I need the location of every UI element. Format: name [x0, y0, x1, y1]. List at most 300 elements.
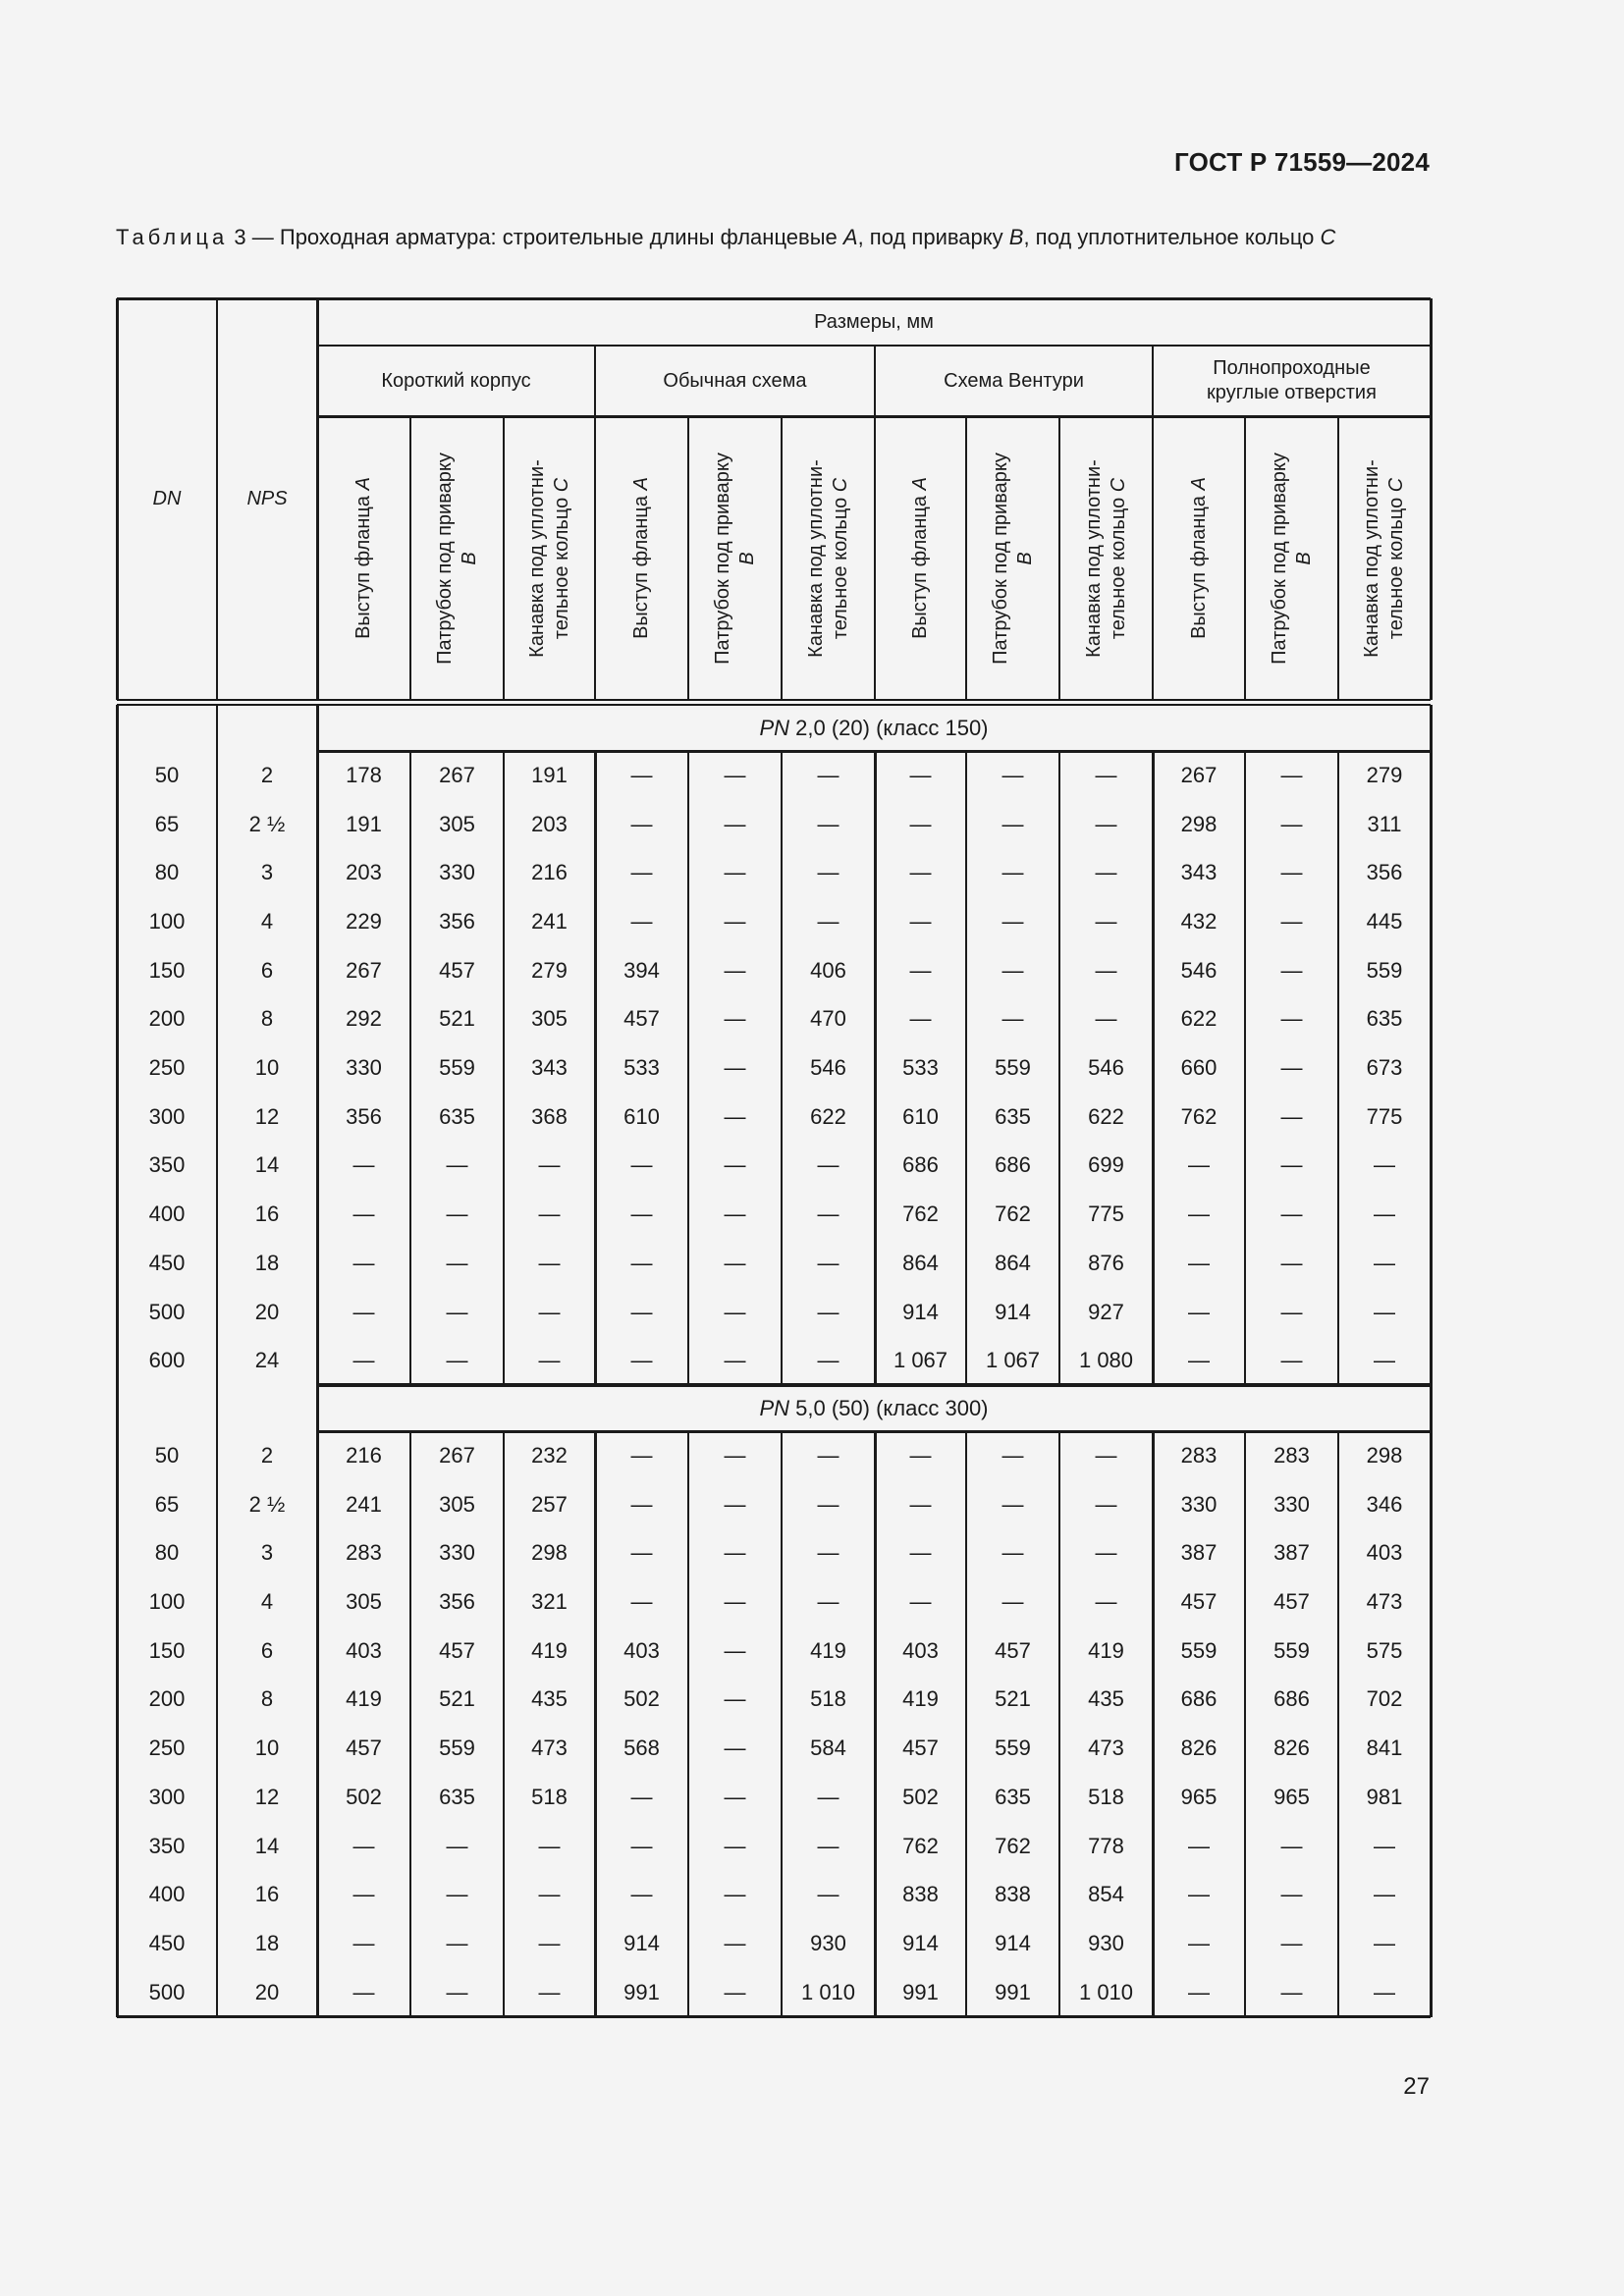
table-cell: 610 — [902, 1103, 939, 1129]
table-cell: — — [1374, 1152, 1395, 1178]
table-cell: 298 — [531, 1540, 568, 1566]
table-cell: — — [724, 1348, 746, 1373]
table-cell: — — [1374, 1833, 1395, 1858]
dimensions-header: Размеры, мм — [814, 310, 934, 333]
table-cell: — — [1188, 1201, 1210, 1227]
table-cell: — — [909, 1491, 932, 1517]
table-cell: 502 — [623, 1686, 660, 1712]
subcolumn-header-text — [989, 453, 1038, 665]
table-cell: 930 — [810, 1930, 846, 1955]
table-cell: — — [1188, 1348, 1210, 1373]
table-cell: — — [724, 1637, 746, 1663]
table-cell: — — [724, 1299, 746, 1324]
table-cell: — — [446, 1833, 468, 1858]
cell-dn: 150 — [148, 1637, 186, 1663]
table-rule-v — [316, 705, 319, 2017]
table-cell: — — [817, 1833, 839, 1858]
subcolumn-header — [688, 416, 782, 700]
table-cell: — — [630, 1348, 653, 1373]
table-cell: 699 — [1088, 1152, 1124, 1178]
table-cell: 403 — [346, 1637, 382, 1663]
cell-nps: 3 — [260, 860, 274, 885]
table-cell: 330 — [1180, 1491, 1218, 1517]
table-cell: 575 — [1366, 1637, 1403, 1663]
table-cell: — — [817, 1540, 839, 1566]
pressure-class-text: 5,0 (50) (класс 300) — [789, 1395, 989, 1420]
table-rule-v — [594, 751, 597, 1385]
table-rule-v — [216, 705, 219, 2017]
table-cell: 435 — [531, 1686, 568, 1712]
table-rule-v — [1337, 416, 1339, 700]
table-rule-v — [503, 1431, 505, 2016]
subcolumn-header — [966, 416, 1059, 700]
table-cell: — — [630, 1784, 653, 1809]
table-rule-v — [965, 751, 967, 1385]
table-cell: — — [1095, 762, 1117, 787]
table-cell: 622 — [1088, 1103, 1124, 1129]
table-rule-v — [1152, 751, 1155, 1385]
subcolumn-header-text — [1082, 459, 1131, 658]
table-cell: — — [1374, 1348, 1395, 1373]
subcolumn-header — [1059, 416, 1153, 700]
subcolumn-label: Выступ фланца — [909, 490, 932, 639]
table-rule-v — [409, 751, 411, 1385]
table-cell: — — [446, 1979, 468, 2004]
table-cell: — — [909, 908, 932, 934]
table-cell: — — [1280, 1250, 1303, 1275]
subcolumn-symbol: C — [1107, 477, 1129, 492]
table-cell: 305 — [346, 1589, 382, 1615]
table-cell: — — [1280, 1930, 1303, 1955]
table-cell: — — [630, 1201, 653, 1227]
table-cell: 279 — [1366, 762, 1403, 787]
table-cell: — — [446, 1152, 468, 1178]
caption-sym-b: B — [1008, 225, 1024, 249]
subcolumn-header-text — [433, 453, 482, 665]
table-cell: — — [538, 1201, 561, 1227]
table-cell: — — [630, 1442, 653, 1468]
table-cell: — — [538, 1348, 561, 1373]
table-cell: 457 — [439, 1637, 475, 1663]
table-cell: 343 — [1180, 860, 1218, 885]
table-cell: — — [817, 1299, 839, 1324]
table-cell: — — [724, 957, 746, 983]
table-cell: 518 — [1088, 1784, 1124, 1809]
pressure-class-header — [317, 705, 1431, 751]
table-rule-v — [687, 416, 689, 700]
table-cell: 568 — [623, 1735, 660, 1761]
table-rule-h — [117, 699, 1431, 701]
cell-nps: 8 — [260, 1006, 274, 1032]
table-cell: 473 — [1366, 1589, 1403, 1615]
cell-nps: 20 — [254, 1299, 280, 1324]
cell-nps: 18 — [254, 1250, 280, 1275]
table-cell: 533 — [623, 1055, 660, 1081]
table-cell: 356 — [1366, 860, 1403, 885]
cell-nps: 12 — [254, 1103, 280, 1129]
subcolumn-label: Патрубок под приварку — [989, 452, 1011, 665]
table-cell: 927 — [1088, 1299, 1124, 1324]
table-cell: 864 — [995, 1250, 1031, 1275]
table-cell: — — [817, 1442, 839, 1468]
table-cell: 914 — [902, 1299, 939, 1324]
table-cell: — — [1095, 811, 1117, 836]
table-rule-v — [1152, 346, 1155, 700]
table-cell: 546 — [810, 1055, 846, 1081]
table-cell: 1 067 — [985, 1348, 1041, 1373]
table-cell: 622 — [1180, 1006, 1218, 1032]
table-cell: 403 — [1366, 1540, 1403, 1566]
table-rule-v — [1430, 705, 1433, 2017]
table-cell: 876 — [1088, 1250, 1124, 1275]
table-cell: — — [446, 1930, 468, 1955]
subcolumn-label: Выступ фланца — [1187, 490, 1210, 639]
table-cell: 991 — [902, 1979, 939, 2004]
table-cell: — — [1280, 1055, 1303, 1081]
table-cell: 257 — [531, 1491, 568, 1517]
table-cell: — — [724, 1589, 746, 1615]
table-cell: — — [1280, 1201, 1303, 1227]
table-cell: 635 — [995, 1784, 1031, 1809]
table-cell: 305 — [439, 1491, 475, 1517]
cell-nps: 2 ½ — [248, 1491, 286, 1517]
table-cell: 406 — [810, 957, 846, 983]
table-cell: — — [724, 1686, 746, 1712]
table-cell: 762 — [902, 1201, 939, 1227]
table-cell: — — [1001, 1491, 1024, 1517]
pressure-prefix: PN — [759, 1395, 790, 1420]
table-cell: — — [817, 1152, 839, 1178]
table-cell: — — [630, 1833, 653, 1858]
table-cell: — — [817, 908, 839, 934]
table-cell: 559 — [1366, 957, 1403, 983]
table-cell: — — [1280, 762, 1303, 787]
table-cell: 864 — [902, 1250, 939, 1275]
table-cell: — — [352, 1201, 375, 1227]
cell-nps: 16 — [254, 1201, 280, 1227]
table-cell: — — [724, 1250, 746, 1275]
cell-dn: 400 — [148, 1201, 186, 1227]
table-cell: — — [538, 1979, 561, 2004]
cell-dn: 100 — [148, 1589, 186, 1615]
subcolumn-header — [782, 416, 875, 700]
subcolumn-symbol: B — [1292, 551, 1315, 565]
cell-dn: 300 — [148, 1103, 186, 1129]
table-cell: — — [1188, 1152, 1210, 1178]
table-cell: — — [630, 860, 653, 885]
table-cell: 502 — [346, 1784, 382, 1809]
subcolumn-label: Патрубок под приварку — [711, 452, 733, 665]
table-cell: 330 — [1273, 1491, 1310, 1517]
cell-nps: 14 — [254, 1152, 280, 1178]
subcolumn-symbol: C — [550, 477, 572, 492]
table-cell: 660 — [1180, 1055, 1218, 1081]
table-cell: 826 — [1273, 1735, 1310, 1761]
table-cell: — — [817, 762, 839, 787]
table-cell: — — [1188, 1250, 1210, 1275]
table-cell: 775 — [1088, 1201, 1124, 1227]
table-cell: — — [724, 1055, 746, 1081]
subcolumn-label-line2 — [1107, 459, 1131, 658]
table-cell: — — [1280, 1979, 1303, 2004]
table-rule-v — [116, 298, 119, 700]
table-cell: — — [1188, 1979, 1210, 2004]
table-cell: — — [724, 1930, 746, 1955]
table-cell: — — [724, 860, 746, 885]
table-cell: — — [909, 860, 932, 885]
table-cell: — — [1188, 1930, 1210, 1955]
subcolumn-header-text — [352, 477, 376, 639]
table-cell: — — [724, 1442, 746, 1468]
table-cell: 1 067 — [893, 1348, 948, 1373]
table-cell: — — [1188, 1882, 1210, 1907]
group-header: Обычная схема — [663, 369, 807, 392]
caption-text-2: , под приварку — [857, 225, 1009, 249]
table-cell: — — [630, 762, 653, 787]
table-cell: — — [1374, 1882, 1395, 1907]
table-cell: 559 — [1273, 1637, 1310, 1663]
table-cell: 559 — [995, 1055, 1031, 1081]
table-rule-v — [216, 298, 219, 700]
table-cell: 635 — [439, 1784, 475, 1809]
table-cell: 686 — [995, 1152, 1031, 1178]
subcolumn-label: Выступ фланца — [352, 490, 375, 639]
table-cell: 610 — [623, 1103, 660, 1129]
table-rule-h — [117, 297, 1431, 300]
table-cell: 387 — [1180, 1540, 1218, 1566]
table-cell: 673 — [1366, 1055, 1403, 1081]
table-cell: — — [724, 1103, 746, 1129]
table-cell: — — [1095, 1006, 1117, 1032]
subcolumn-header — [595, 416, 688, 700]
table-cell: 419 — [810, 1637, 846, 1663]
table-cell: 914 — [995, 1299, 1031, 1324]
subcolumn-header-text — [908, 477, 933, 639]
table-cell: 559 — [1180, 1637, 1218, 1663]
cell-nps: 8 — [260, 1686, 274, 1712]
cell-dn: 150 — [148, 957, 186, 983]
table-rule-v — [1244, 1431, 1246, 2016]
subcolumn-header — [504, 416, 595, 700]
table-cell: — — [1001, 1442, 1024, 1468]
table-cell: 559 — [439, 1055, 475, 1081]
pressure-class-text: 2,0 (20) (класс 150) — [789, 715, 989, 740]
table-cell: 178 — [346, 762, 382, 787]
table-cell: — — [1280, 1833, 1303, 1858]
table-cell: — — [817, 1201, 839, 1227]
table-cell: 445 — [1366, 908, 1403, 934]
table-cell: — — [909, 1006, 932, 1032]
table-cell: 686 — [902, 1152, 939, 1178]
subcolumn-symbol: C — [1385, 477, 1407, 492]
table-cell: — — [538, 1299, 561, 1324]
table-cell: 518 — [531, 1784, 568, 1809]
table-cell: — — [724, 762, 746, 787]
table-cell: — — [724, 1540, 746, 1566]
table-cell: — — [1280, 860, 1303, 885]
subcolumn-label-cont: тельное кольцо — [550, 491, 572, 639]
page-number: 27 — [1403, 2073, 1430, 2100]
table-rule-v — [503, 416, 505, 700]
caption-sym-c: C — [1320, 225, 1336, 249]
table-cell: 473 — [1088, 1735, 1124, 1761]
table-cell: — — [538, 1833, 561, 1858]
table-rule-v — [1058, 751, 1060, 1385]
subcolumn-header — [1245, 416, 1338, 700]
table-rule-v — [1244, 751, 1246, 1385]
table-cell: 559 — [439, 1735, 475, 1761]
cell-nps: 12 — [254, 1784, 280, 1809]
table-cell: — — [909, 811, 932, 836]
table-rule-v — [1058, 416, 1060, 700]
cell-dn: 50 — [154, 762, 180, 787]
subcolumn-symbol: B — [1013, 551, 1036, 565]
table-cell: — — [1095, 908, 1117, 934]
subcolumn-symbol: A — [909, 477, 932, 491]
table-cell: 841 — [1366, 1735, 1403, 1761]
table-cell: 457 — [1180, 1589, 1218, 1615]
table-rule-v — [687, 751, 689, 1385]
cell-nps: 20 — [254, 1979, 280, 2004]
table-cell: 330 — [439, 1540, 475, 1566]
table-rule-v — [1244, 416, 1246, 700]
subcolumn-header-text — [1187, 477, 1212, 639]
table-cell: 403 — [902, 1637, 939, 1663]
table-cell: — — [630, 1540, 653, 1566]
table-cell: 267 — [1180, 762, 1218, 787]
table-cell: 702 — [1366, 1686, 1403, 1712]
cell-dn: 250 — [148, 1055, 186, 1081]
table-cell: 203 — [346, 860, 382, 885]
cell-dn: 200 — [148, 1006, 186, 1032]
table-cell: — — [724, 1152, 746, 1178]
subcolumn-header-text — [804, 459, 853, 658]
table-cell: 965 — [1273, 1784, 1310, 1809]
cell-dn: 80 — [154, 1540, 180, 1566]
table-cell: 533 — [902, 1055, 939, 1081]
table-cell: 457 — [346, 1735, 382, 1761]
table-cell: 762 — [995, 1833, 1031, 1858]
table-cell: 826 — [1180, 1735, 1218, 1761]
table-cell: — — [352, 1152, 375, 1178]
table-cell: 321 — [531, 1589, 568, 1615]
cell-nps: 2 — [260, 762, 274, 787]
table-cell: — — [1001, 860, 1024, 885]
table-cell: — — [724, 1784, 746, 1809]
cell-dn: 200 — [148, 1686, 186, 1712]
table-cell: 343 — [531, 1055, 568, 1081]
table-cell: — — [1001, 1589, 1024, 1615]
table-cell: — — [630, 1299, 653, 1324]
table-cell: 292 — [346, 1006, 382, 1032]
table-rule-v — [874, 346, 877, 700]
table-cell: 457 — [995, 1637, 1031, 1663]
table-cell: 518 — [810, 1686, 846, 1712]
table-cell: — — [909, 1540, 932, 1566]
table-cell: — — [724, 908, 746, 934]
table-cell: 279 — [531, 957, 568, 983]
table-cell: — — [817, 1784, 839, 1809]
table-cell: 546 — [1180, 957, 1218, 983]
table-cell: — — [1001, 1540, 1024, 1566]
table-cell: — — [352, 1979, 375, 2004]
table-cell: 387 — [1273, 1540, 1310, 1566]
table-cell: 991 — [623, 1979, 660, 2004]
table-rule-v — [687, 1431, 689, 2016]
table-cell: — — [1095, 860, 1117, 885]
table-cell: — — [1095, 957, 1117, 983]
table-cell: — — [724, 811, 746, 836]
subcolumn-symbol: C — [829, 477, 851, 492]
table-cell: 838 — [902, 1882, 939, 1907]
table-cell: 356 — [439, 908, 475, 934]
table-cell: 305 — [439, 811, 475, 836]
pressure-prefix: PN — [759, 715, 790, 740]
table-cell: — — [1280, 1152, 1303, 1178]
cell-dn: 50 — [154, 1442, 180, 1468]
table-cell: 457 — [902, 1735, 939, 1761]
subcolumn-label-cont: тельное кольцо — [1107, 491, 1129, 639]
table-cell: — — [352, 1348, 375, 1373]
table-cell: — — [817, 1348, 839, 1373]
column-header-nps: NPS — [246, 488, 288, 509]
table-rule-v — [503, 751, 505, 1385]
table-rule-v — [1430, 298, 1433, 700]
table-cell: 991 — [995, 1979, 1031, 2004]
table-cell: 457 — [1273, 1589, 1310, 1615]
subcolumn-label: Патрубок под приварку — [1268, 452, 1290, 665]
table-cell: — — [817, 1250, 839, 1275]
table-rule-v — [1337, 751, 1339, 1385]
subcolumn-label: Выступ фланца — [630, 490, 653, 639]
table-cell: — — [817, 1882, 839, 1907]
cell-dn: 65 — [154, 811, 180, 836]
caption-text-3: , под уплотнительное кольцо — [1023, 225, 1321, 249]
cell-dn: 500 — [148, 1299, 186, 1324]
subcolumn-header — [875, 416, 966, 700]
table-cell: 356 — [346, 1103, 382, 1129]
table-rule-v — [409, 1431, 411, 2016]
subcolumn-header — [1338, 416, 1431, 700]
cell-dn: 65 — [154, 1491, 180, 1517]
subcolumn-symbol: B — [458, 551, 480, 565]
document-code: ГОСТ Р 71559—2024 — [1174, 147, 1430, 177]
table-cell: — — [446, 1250, 468, 1275]
table-cell: — — [1280, 811, 1303, 836]
cell-dn: 350 — [148, 1833, 186, 1858]
table-cell: — — [1280, 908, 1303, 934]
cell-dn: 500 — [148, 1979, 186, 2004]
table-cell: 521 — [995, 1686, 1031, 1712]
table-cell: 622 — [810, 1103, 846, 1129]
table-cell: — — [352, 1882, 375, 1907]
table-cell: — — [1095, 1540, 1117, 1566]
subcolumn-header-text — [629, 477, 654, 639]
table-cell: 559 — [995, 1735, 1031, 1761]
subcolumn-label-cont: тельное кольцо — [1385, 491, 1407, 639]
table-cell: 778 — [1088, 1833, 1124, 1858]
table-rule-v — [594, 1431, 597, 2016]
table-cell: 838 — [995, 1882, 1031, 1907]
table-cell: 283 — [1180, 1442, 1218, 1468]
table-cell: — — [630, 908, 653, 934]
table-cell: — — [1188, 1299, 1210, 1324]
table-cell: — — [1001, 957, 1024, 983]
table-cell: — — [1095, 1491, 1117, 1517]
table-cell: — — [352, 1299, 375, 1324]
table-cell: — — [538, 1250, 561, 1275]
table-cell: — — [630, 1152, 653, 1178]
